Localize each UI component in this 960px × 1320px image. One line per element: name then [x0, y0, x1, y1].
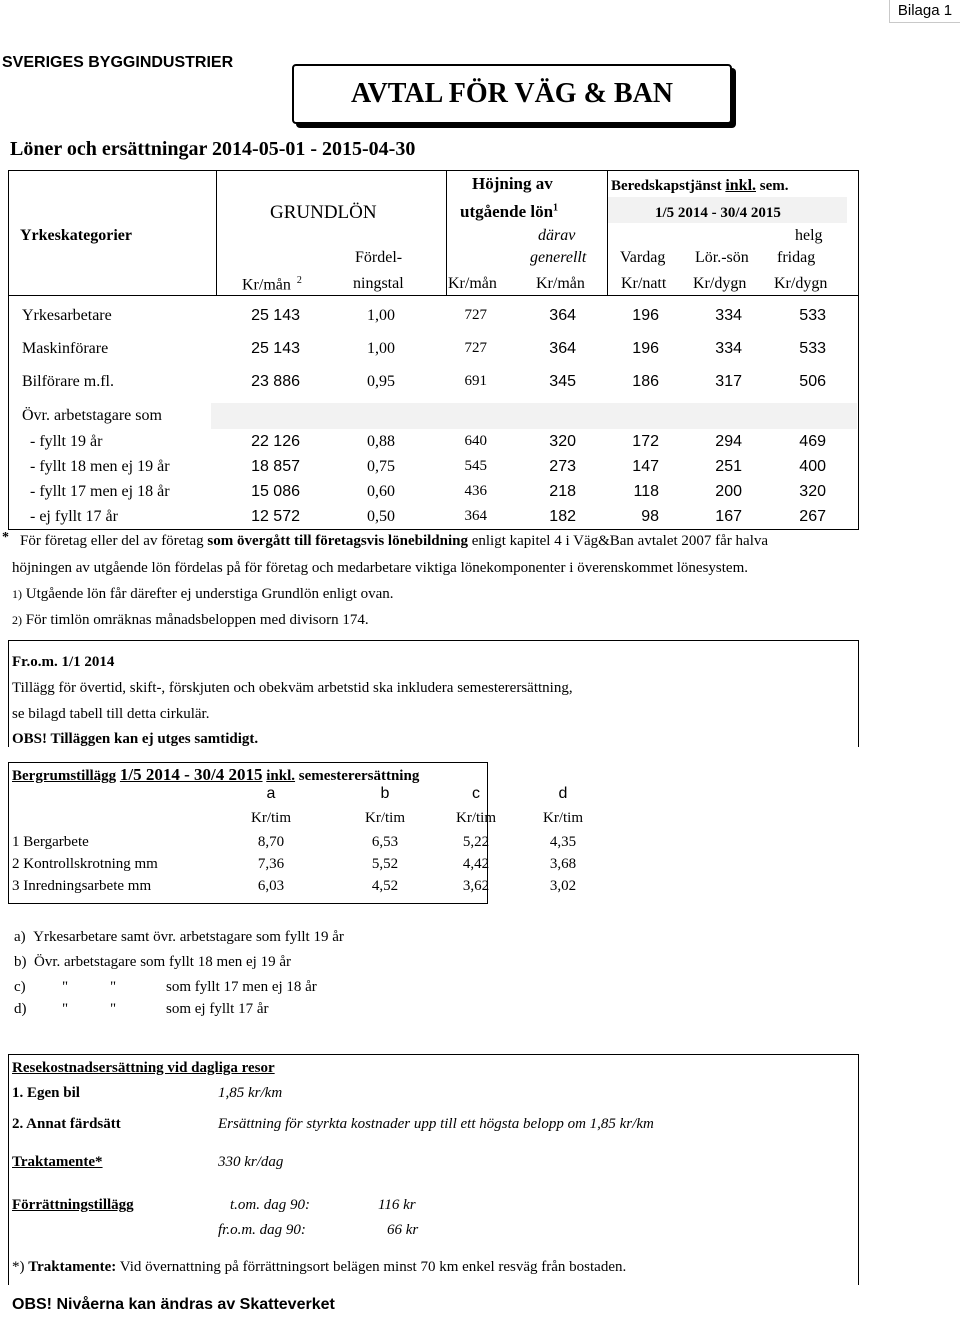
cell-helg: 400 [799, 458, 826, 475]
bergrum-row-label: 1 Bergarbete [12, 834, 89, 850]
cell-hoj: 364 [464, 508, 487, 524]
duty-supplement-tier-1-value: 116 kr [378, 1197, 416, 1213]
unit-fordel: ningstal [353, 275, 404, 292]
tax-agency-notice: OBS! Nivåerna kan ändras av Skatteverket [12, 1296, 335, 1313]
duty-supplement-label: Förrättningstillägg [12, 1197, 134, 1213]
own-car-value: 1,85 kr/km [218, 1085, 283, 1101]
cell-lorson: 334 [715, 340, 742, 357]
col-divider [216, 171, 217, 295]
header-sem: sem. [759, 178, 789, 194]
header-period: 1/5 2014 - 30/4 2015 [655, 205, 781, 221]
cell-grund: 22 126 [251, 433, 300, 450]
cell-fordel: 0,88 [367, 433, 395, 450]
note-1c: enligt kapitel 4 i Väg&Ban avtalet 2007 får halva [467, 533, 769, 549]
cell-helg: 320 [799, 483, 826, 500]
bergrum-value: 3,68 [549, 856, 577, 872]
bergrum-value: 4,42 [462, 856, 490, 872]
bergrum-col-letter: d [558, 785, 568, 802]
legend-text: som fyllt 17 men ej 18 år [166, 979, 317, 995]
legend-text: som ej fyllt 17 år [166, 1001, 269, 1017]
bergrum-col-unit: Kr/tim [365, 810, 405, 826]
cell-lorson: 317 [715, 373, 742, 390]
cell-hoj: 691 [464, 373, 487, 389]
header-utgaende: utgående lön [460, 202, 554, 221]
cell-lorson: 200 [715, 483, 742, 500]
header-lorson: Lör.-sön [695, 249, 749, 266]
bergrum-title: Bergrumstillägg [12, 768, 117, 784]
header-grundlon: GRUNDLÖN [270, 202, 377, 223]
cell-hoj: 640 [464, 433, 487, 449]
bergrum-col-letter: c [472, 785, 480, 802]
cell-lorson: 167 [715, 508, 742, 525]
legend-text: Yrkesarbetare samt övr. arbetstagare som fyllt 19 år [33, 929, 344, 945]
bergrum-period: 1/5 2014 - 30/4 2015 [119, 765, 263, 784]
cell-vardag: 196 [632, 307, 659, 324]
cell-gen: 218 [549, 483, 576, 500]
cell-hoj: 545 [464, 458, 487, 474]
bergrum-row-label: 3 Inredningsarbete mm [12, 878, 152, 894]
row-label: - fyllt 18 men ej 19 år [30, 458, 170, 475]
cell-gen: 364 [549, 307, 576, 324]
page-tag: Bilaga 1 [889, 0, 960, 23]
header-fordel: Fördel- [355, 249, 403, 266]
cell-gen: 345 [549, 373, 576, 390]
cell-gen: 364 [549, 340, 576, 357]
legend-text: Övr. arbetstagare som fyllt 18 men ej 19 år [34, 954, 292, 970]
cell-hoj: 727 [464, 340, 487, 356]
note-1b: som övergått till företagsvis lönebildning [207, 533, 468, 549]
unit-lorson: Kr/dygn [693, 275, 747, 292]
bergrum-sem: semesterersättning [298, 768, 420, 784]
ovr-row-shade [211, 403, 857, 429]
cell-gen: 273 [549, 458, 576, 475]
cell-grund: 23 886 [251, 373, 300, 390]
cell-vardag: 196 [632, 340, 659, 357]
cell-grund: 25 143 [251, 340, 300, 357]
header-darav: därav [538, 227, 576, 244]
footnote-ref-1: 1 [553, 202, 559, 214]
cell-grund: 18 857 [251, 458, 300, 475]
cell-fordel: 0,50 [367, 508, 395, 525]
bergrum-value: 6,03 [257, 878, 285, 894]
cell-fordel: 1,00 [367, 340, 395, 357]
footnote-text: Vid övernattning på förrättningsort belägen minst 70 km enkel resväg från bostaden. [116, 1259, 627, 1275]
unit-generellt: Kr/mån [536, 275, 585, 292]
bergrum-col-letter: b [380, 785, 390, 802]
cell-grund: 25 143 [251, 307, 300, 324]
bergrum-col-letter: a [266, 785, 276, 802]
overtime-line-1: Tillägg för övertid, skift-, förskjuten och obekväm arbetstid ska inkludera semesterersättning, [12, 680, 573, 696]
bergrum-col-unit: Kr/tim [456, 810, 496, 826]
note-2: höjningen av utgående lön fördelas på för företag och medarbetare viktiga lönekomponenter i överenskommet lönesystem. [12, 560, 749, 576]
bergrum-value: 7,36 [257, 856, 285, 872]
row-label: - ej fyllt 17 år [30, 508, 118, 525]
cell-lorson: 251 [715, 458, 742, 475]
header-yrkeskategorier: Yrkeskategorier [20, 227, 132, 244]
travel-box [8, 1054, 859, 1285]
footnote-ref-2: 2 [296, 275, 302, 286]
cell-hoj: 436 [464, 483, 487, 499]
page-subtitle: Löner och ersättningar 2014-05-01 - 2015-04-30 [10, 138, 416, 160]
overtime-title: Fr.o.m. 1/1 2014 [12, 654, 115, 670]
row-label: Maskinförare [22, 340, 109, 357]
own-car-label: 1. Egen bil [12, 1085, 80, 1101]
legend-key: c) [14, 979, 26, 995]
header-generellt: generellt [530, 249, 587, 266]
bergrum-value: 6,53 [371, 834, 399, 850]
cell-gen: 182 [549, 508, 576, 525]
cell-helg: 533 [799, 340, 826, 357]
header-vardag: Vardag [620, 249, 666, 266]
ditto-mark: " [62, 979, 69, 995]
duty-supplement-tier-2-value: 66 kr [387, 1222, 419, 1238]
cell-lorson: 334 [715, 307, 742, 324]
legend-key: a) [14, 929, 26, 945]
header-hojning: Höjning av [472, 174, 553, 193]
note-4: För timlön omräknas månadsbeloppen med divisorn 174. [25, 612, 369, 628]
cell-grund: 15 086 [251, 483, 300, 500]
cell-fordel: 0,60 [367, 483, 395, 500]
bergrum-inkl: inkl. [266, 768, 296, 784]
other-transport-value: Ersättning för styrkta kostnader upp till ett högsta belopp om 1,85 kr/km [218, 1116, 654, 1132]
ovr-label: Övr. arbetstagare som [22, 407, 162, 424]
unit-grundlon: Kr/mån [242, 276, 291, 294]
cell-vardag: 147 [632, 458, 659, 475]
header-divider [9, 295, 858, 296]
cell-lorson: 294 [715, 433, 742, 450]
footnote-term: Traktamente: [28, 1259, 117, 1275]
cell-gen: 320 [549, 433, 576, 450]
bergrum-value: 8,70 [257, 834, 285, 850]
legend-key: b) [14, 954, 27, 970]
cell-vardag: 186 [632, 373, 659, 390]
cell-helg: 533 [799, 307, 826, 324]
row-label: Yrkesarbetare [22, 307, 112, 324]
cell-fordel: 0,95 [367, 373, 395, 390]
travel-title: Resekostnadsersättning vid dagliga resor [12, 1060, 275, 1076]
bergrum-value: 5,52 [371, 856, 399, 872]
bergrum-value: 5,22 [462, 834, 490, 850]
unit-hojning: Kr/mån [448, 275, 497, 292]
row-label: - fyllt 17 men ej 18 år [30, 483, 170, 500]
cell-helg: 469 [799, 433, 826, 450]
ditto-mark: " [62, 1001, 69, 1017]
unit-helg: Kr/dygn [774, 275, 828, 292]
header-beredskap: Beredskapstjänst [611, 178, 722, 194]
bergrum-value: 3,62 [462, 878, 490, 894]
cell-vardag: 118 [633, 483, 659, 500]
row-label: Bilförare m.fl. [22, 373, 114, 390]
row-label: - fyllt 19 år [30, 433, 103, 450]
allowance-value: 330 kr/dag [218, 1154, 284, 1170]
bergrum-value: 3,02 [549, 878, 577, 894]
overtime-line-2: se bilagd tabell till detta cirkulär. [12, 706, 210, 722]
bergrum-col-unit: Kr/tim [543, 810, 583, 826]
col-divider [446, 171, 447, 295]
note-1a: För företag eller del av företag [20, 533, 208, 549]
col-divider [607, 171, 608, 295]
allowance-label: Traktamente* [12, 1154, 103, 1170]
bergrum-value: 4,52 [371, 878, 399, 894]
cell-grund: 12 572 [251, 508, 300, 525]
cell-fordel: 1,00 [367, 307, 395, 324]
duty-supplement-tier-1: t.om. dag 90: [230, 1197, 310, 1213]
cell-helg: 267 [799, 508, 826, 525]
agreement-title: AVTAL FÖR VÄG & BAN [292, 64, 732, 124]
footnote-star: * [2, 530, 9, 545]
note-3-num: 1) [12, 587, 22, 601]
ditto-mark: " [110, 1001, 117, 1017]
duty-supplement-tier-2: fr.o.m. dag 90: [218, 1222, 306, 1238]
cell-vardag: 172 [632, 433, 659, 450]
unit-vardag: Kr/natt [621, 275, 667, 292]
note-4-num: 2) [12, 613, 22, 627]
legend-key: d) [14, 1001, 27, 1017]
header-fridag: fridag [777, 249, 816, 266]
footnote-marker: *) [12, 1259, 29, 1275]
header-inkl: inkl. [725, 177, 757, 194]
org-name: SVERIGES BYGGINDUSTRIER [2, 54, 234, 71]
bergrum-value: 4,35 [549, 834, 577, 850]
header-helg: helg [795, 227, 823, 244]
ditto-mark: " [110, 979, 117, 995]
note-3: Utgående lön får därefter ej understiga Grundlön enligt ovan. [25, 586, 394, 602]
bergrum-row-label: 2 Kontrollskrotning mm [12, 856, 158, 872]
overtime-obs: OBS! Tilläggen kan ej utges samtidigt. [12, 731, 259, 747]
cell-vardag: 98 [641, 508, 659, 525]
other-transport-label: 2. Annat färdsätt [12, 1116, 121, 1132]
cell-hoj: 727 [464, 307, 487, 323]
cell-helg: 506 [799, 373, 826, 390]
bergrum-col-unit: Kr/tim [251, 810, 291, 826]
cell-fordel: 0,75 [367, 458, 395, 475]
